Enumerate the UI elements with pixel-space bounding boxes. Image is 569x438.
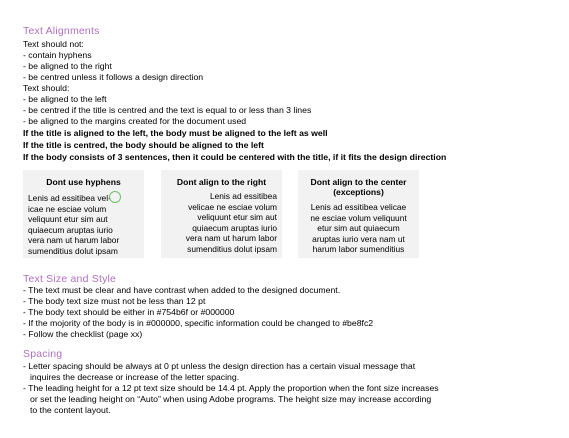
spacing-rule-continued: to the content layout. — [30, 405, 111, 415]
alignment-rule: - be aligned to the left — [23, 94, 107, 104]
alignment-rule: Text should: — [23, 83, 70, 93]
card-line: Lenis ad essitibea velicae — [310, 202, 407, 212]
card-title — [298, 177, 419, 197]
card-line: vera nam ut harum labor — [28, 235, 120, 245]
spacing-rule: - Letter spacing should be always at 0 pt unless the design direction has a certain visual message that — [23, 361, 416, 371]
size-style-rule: - The text must be clear and have contrast when added to the designed document. — [23, 285, 341, 295]
alignment-rule: Text should not: — [23, 39, 84, 49]
example-card-no-center-align — [298, 170, 419, 258]
card-line: icae ne esciae volum — [28, 203, 107, 214]
spacing-rule-continued: or set the leading height on “Auto” when using Adobe programs. The height size may increase according — [30, 394, 432, 404]
card-line: Lenis ad essitibea — [209, 191, 277, 201]
spacing-rule-continued: inquires the decrease or increase of the letter spacing. — [30, 372, 240, 382]
card-body — [28, 191, 121, 256]
alignment-rule: - contain hyphens — [23, 50, 92, 60]
alignment-rule-bold: If the title is aligned to the left, the body must be aligned to the left as well — [23, 128, 328, 138]
card-body — [186, 191, 277, 254]
card-line: sumenditius dolut ipsam — [28, 245, 118, 256]
alignment-rule: - be centred unless it follows a design direction — [23, 72, 204, 82]
alignment-rule-bold: If the title is centred, the body should be aligned to the left — [23, 140, 264, 150]
card-line: harum labor sumenditius — [312, 244, 405, 254]
card-line: quiaecum aruptas iurio — [28, 224, 113, 235]
size-style-rule: - The body text should be either in #754b6f or #000000 — [23, 307, 235, 317]
alignment-rule: - be aligned to the margins created for the document used — [23, 116, 247, 126]
example-card-no-hyphens — [23, 170, 144, 258]
alignment-rule-bold: If the body consists of 3 sentences, then it could be centered with the title, if it fits the design direction — [23, 152, 447, 162]
alignment-rule: - be centred if the title is centred and the text is equal to or less than 3 lines — [23, 105, 312, 115]
card-line: etur sim aut quiaecum — [317, 223, 400, 233]
size-style-rule: - The body text size must not be less than 12 pt — [23, 296, 206, 306]
size-style-rule: - If the mojority of the body is in #000000, specific information could be changed to #be8fc2 — [23, 318, 374, 328]
card-line: sumenditius dolut ipsam — [187, 243, 277, 254]
green-circle-icon — [109, 191, 121, 203]
section-heading-text-alignments: Text Alignments — [23, 25, 100, 37]
section-heading-text-size-style: Text Size and Style — [23, 273, 117, 285]
spacing-rule: - The leading height for a 12 pt text size should be 14.4 pt. Apply the proportion when the font size increases — [23, 383, 439, 393]
card-line — [28, 191, 121, 204]
card-line: aruptas iurio vera nam ut — [312, 233, 405, 244]
card-title: Dont align to the right — [176, 177, 267, 187]
card-title-line: (exceptions) — [333, 187, 384, 197]
card-line: veliquunt etur sim aut — [197, 212, 277, 222]
card-title-line: Dont align to the center — [310, 177, 407, 187]
card-line: veliquunt etur sim aut — [28, 214, 108, 224]
size-style-rule: - Follow the checklist (page xx) — [23, 329, 143, 339]
card-title: Dont use hyphens — [46, 177, 121, 187]
card-body — [298, 202, 419, 255]
card-line-text: Lenis ad essitibea vel- — [28, 193, 111, 203]
example-card-no-right-align — [161, 170, 282, 258]
card-line: velicae ne esciae volum — [188, 201, 277, 212]
card-line: vera nam ut harum labor — [185, 233, 277, 243]
card-line: quiaecum aruptas iurio — [192, 222, 277, 233]
alignment-rule: - be aligned to the right — [23, 61, 112, 71]
card-line: ne esciae volum veliquunt — [310, 212, 407, 223]
section-heading-spacing: Spacing — [23, 348, 63, 360]
